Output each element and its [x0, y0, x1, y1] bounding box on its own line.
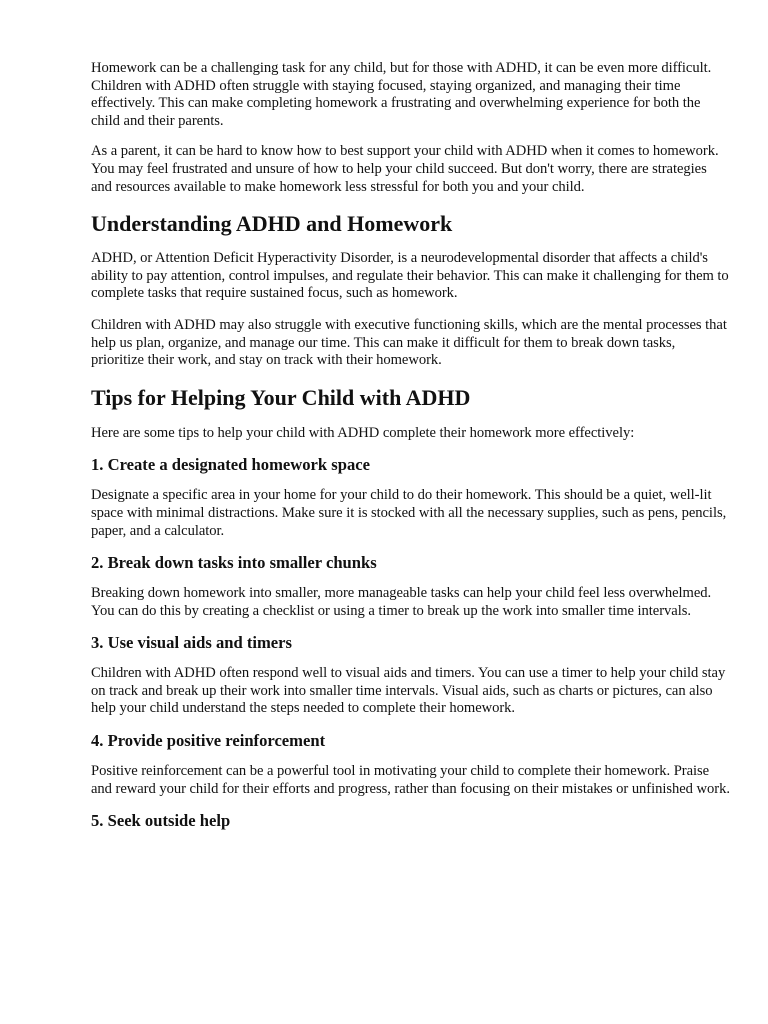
tip-2-title: 2. Break down tasks into smaller chunks: [91, 553, 377, 573]
tip-5-title: 5. Seek outside help: [91, 811, 231, 831]
understanding-paragraph-1: ADHD, or Attention Deficit Hyperactivity Disorder, is a neurodevelopmental disorder that affects a child's ability to pay attention, control impulses, and regulate their behavior. This can make it challenging for them to complete tasks that require sustained focus, such as homework.: [91, 250, 729, 302]
tip-1-title: 1. Create a designated homework space: [91, 455, 370, 475]
understanding-paragraph-2: Children with ADHD may also struggle with executive functioning skills, which are the mental processes that help us plan, organize, and manage our time. This can make it difficult for them to break down tasks, prioritize their work, and stay on track with their homework.: [91, 316, 727, 369]
intro-paragraph-2: As a parent, it can be hard to know how to best support your child with ADHD when it comes to homework. You may feel frustrated and unsure of how to help your child succeed. But don't worry, there are strategies and resources available to make homework less stressful for both you and your child.: [91, 143, 719, 195]
tip-2-body: Breaking down homework into smaller, more manageable tasks can help your child feel less overwhelmed. You can do this by creating a checklist or using a timer to break up the work into smaller time intervals.: [91, 585, 712, 619]
tip-1-body: Designate a specific area in your home for your child to do their homework. This should be a quiet, well-lit space with minimal distractions. Make sure it is stocked with all the necessary supplies, such as pens, pencils, paper, and a calculator.: [91, 487, 727, 539]
intro-paragraph-1: Homework can be a challenging task for any child, but for those with ADHD, it can be even more difficult. Children with ADHD often struggle with staying focused, staying organized, and managing their time effectively. This can make completing homework a frustrating and overwhelming experience for both the child and their parents.: [91, 60, 712, 129]
tip-4-title: 4. Provide positive reinforcement: [91, 731, 326, 751]
document-page: [91, 60, 731, 831]
section-heading-tips: Tips for Helping Your Child with ADHD: [91, 384, 471, 410]
section-heading-understanding: Understanding ADHD and Homework: [91, 211, 453, 237]
tip-3-title: 3. Use visual aids and timers: [91, 633, 292, 653]
tip-4-body: Positive reinforcement can be a powerful tool in motivating your child to complete their homework. Praise and reward your child for their efforts and progress, rather than focusing on their mistakes or unfinished work.: [91, 763, 730, 797]
tip-3-body: Children with ADHD often respond well to visual aids and timers. You can use a timer to help your child stay on track and break up their work into smaller time intervals. Visual aids, such as charts or pictures, can also help your child understand the steps needed to complete their homework.: [91, 665, 726, 717]
tips-intro: Here are some tips to help your child with ADHD complete their homework more effectively:: [91, 424, 635, 441]
